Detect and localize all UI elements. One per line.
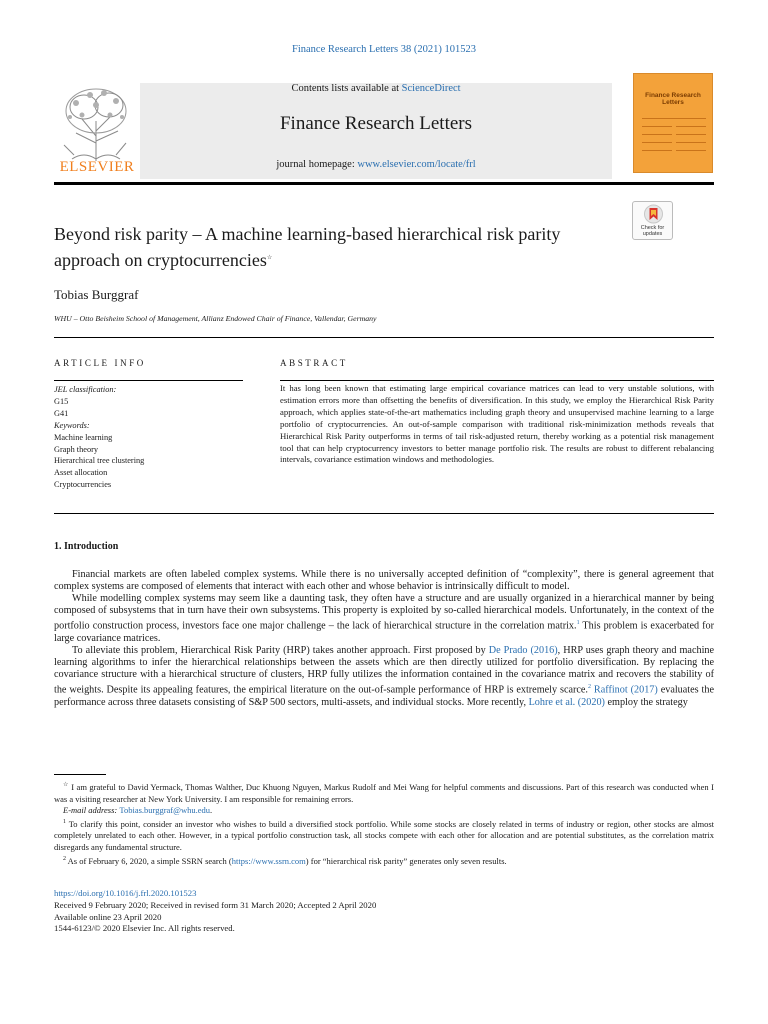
homepage-link[interactable]: www.elsevier.com/locate/frl (357, 159, 476, 170)
jel-label: JEL classification: (54, 385, 117, 394)
email-link[interactable]: Tobias.burggraf@whu.edu (119, 805, 210, 816)
contents-line (140, 83, 612, 94)
body-text (54, 569, 714, 709)
title-footnote-mark[interactable]: ☆ (266, 255, 273, 261)
check-for-updates-button[interactable] (632, 201, 673, 240)
abstract-text: It has long been known that estimating large empirical covariance matrices can lead to very unstable solutions, with estimation errors more than offsetting the benefits of diversification. In this study, we employ the Hierarchical Risk Parity approach, which applies state-of-the-art mathematics including graph theory and unsupervised machine learning to a large portfolio of cryptocurrencies. An out-of-sample comparison with traditional risk-minimization methods reveals that Hierarchical Risk Parity outperforms in terms of tail risk-adjusted return, thereby working as a potential risk management tool that can help cryptocurrency investors to better manage portfolio risk. The results are robust to different rebalancing intervals, covariance estimation windows and methodologies. (280, 383, 714, 465)
cover-line (676, 126, 706, 127)
divider (54, 513, 714, 514)
cover-line (676, 150, 706, 151)
check-for-updates-label: Check for updates (640, 225, 665, 237)
journal-title: Finance Research Letters (279, 113, 473, 134)
footnote-star (54, 780, 714, 805)
paragraph (54, 645, 714, 709)
keyword: Graph theory (54, 444, 99, 454)
section-heading-introduction: 1. Introduction (54, 541, 119, 552)
cover-line (642, 134, 672, 135)
footnote-mark: ☆ (63, 782, 69, 788)
text-run: . (210, 805, 213, 816)
cover-line (642, 126, 672, 127)
text-run: This problem is exacerbated for large covariance matrices. (54, 620, 715, 644)
footnote-2 (54, 854, 714, 868)
keywords-label: Keywords: (54, 420, 90, 430)
copyright: 1544-6123/© 2020 Elsevier Inc. All rights reserved. (54, 923, 235, 934)
footnote-mark: 2 (63, 855, 66, 862)
available-online: Available online 23 April 2020 (54, 911, 162, 922)
keyword: Machine learning (54, 432, 113, 442)
keyword: Cryptocurrencies (54, 480, 112, 490)
divider (280, 380, 714, 381)
footnote-text: I am grateful to David Yermack, Thomas Walther, Duc Khuong Nguyen, Markus Rudolf and Mei Wang for helpful comments and discussions. Part of this research was conducted when I was a visiting researcher at New York University. I am responsible for remaining errors. (54, 781, 714, 804)
citation-link[interactable]: Raffinot (2017) (590, 684, 658, 696)
paragraph: Financial markets are often labeled complex systems. While there is no universally accepted definition of “complexity”, there is general agreement that complex systems are composed of elements that interact with each other and whose behavior is intrinsically difficult to model. (54, 569, 714, 593)
footnote-rule (54, 774, 106, 775)
text-run: employ the strategy (604, 696, 688, 708)
footnote-1 (54, 817, 714, 854)
author-name: Tobias Burggraf (54, 287, 139, 302)
text-run: , HRP uses graph theory and machine learning algorithms to infer the hierarchical relationships between the assets which are then directly utilized for portfolio diversification. By replacing the covariance structure with a hierarchical structure of clusters, HRP fully utilizes the information contained in the covariance matrix and recovers the stability of the weights. Despite its appealing features, the empirical literature on the out-of-sample performance of HRP is extremely scarce. (54, 644, 715, 696)
jel-code: G41 (54, 408, 69, 418)
article-title-text: Beyond risk parity – A machine learning-based hierarchical risk parity approach on cryptocurrencies (54, 224, 561, 270)
footnote-ref[interactable]: 1 (576, 620, 580, 627)
journal-masthead (54, 73, 714, 181)
journal-cover-thumbnail[interactable] (633, 73, 713, 173)
email-line (54, 805, 714, 817)
cover-line (676, 134, 706, 135)
footnote-text: ) for “hierarchical risk parity” generates only seven results. (305, 855, 507, 866)
citation-link[interactable]: De Prado (2016) (488, 644, 558, 656)
homepage-line (140, 159, 612, 170)
received-dates: Received 9 February 2020; Received in revised form 31 March 2020; Accepted 2 April 2020 (54, 899, 377, 910)
article-title (54, 222, 624, 272)
contents-prefix: Contents lists available at (291, 83, 402, 94)
text-run: While modelling complex systems may seem like a daunting task, they often have a structure and are usually organized in a hierarchical manner by being composed of subsystems that in turn have their own subsystems. This property is exploited by so-called hierarchical models. Unfortunately, in the context of the portfolio construction process, investors face one major challenge – the lack of hierarchical structure in the correlation matrix. (54, 593, 714, 632)
doi-link[interactable]: https://doi.org/10.1016/j.frl.2020.101523 (54, 888, 197, 898)
paragraph (54, 593, 714, 645)
article-info-panel (54, 384, 244, 491)
footnote-ref[interactable]: 2 (587, 684, 591, 691)
keyword: Asset allocation (54, 468, 108, 478)
elsevier-wordmark: ELSEVIER (59, 159, 135, 175)
cover-line (642, 150, 672, 151)
citation-link[interactable]: Lohre et al. (2020) (528, 696, 605, 708)
divider (54, 337, 714, 338)
keyword: Hierarchical tree clustering (54, 456, 145, 466)
footnote-mark: 1 (63, 818, 66, 825)
publication-info (54, 888, 376, 935)
cover-line (642, 142, 672, 143)
footnote-text: As of February 6, 2020, a simple SSRN search ( (66, 855, 232, 866)
cover-line (676, 142, 706, 143)
journal-reference[interactable]: Finance Research Letters 38 (2021) 101523 (292, 44, 476, 55)
homepage-prefix: journal homepage: (276, 159, 358, 170)
sciencedirect-link[interactable]: ScienceDirect (401, 83, 461, 94)
jel-code: G15 (54, 396, 69, 406)
cover-line (642, 118, 706, 119)
masthead-rule (54, 182, 714, 185)
article-info-heading: ARTICLE INFO (54, 358, 146, 368)
footnotes (54, 780, 714, 867)
text-run: To alleviate this problem, Hierarchical Risk Parity (HRP) takes another approach. First proposed by (72, 644, 489, 656)
author-affiliation: WHU – Otto Beisheim School of Management, Allianz Endowed Chair of Finance, Vallendar, Germany (54, 314, 377, 323)
email-label: E-mail address: (63, 805, 120, 816)
footnote-text: To clarify this point, consider an investor who wishes to build a diversified stock portfolio. While some stocks are closely related in terms of industry or region, other stocks are almost completely unrelated to each other. However, in a typical portfolio construction task, all stocks compete with each other for allocation and are potential substitutes, as the correlation matrix disregards any fundamental structure. (54, 818, 714, 853)
bookmark-icon (633, 202, 674, 226)
abstract-heading: ABSTRACT (280, 358, 348, 368)
text-run: evaluates the performance across three datasets consisting of S&P 500 sectors, multi-assets, and individual stocks. More recently, (54, 684, 714, 708)
divider (54, 380, 243, 381)
cover-title: Finance Research Letters (645, 92, 701, 107)
ssrn-link[interactable]: https://www.ssrn.com (231, 855, 306, 866)
